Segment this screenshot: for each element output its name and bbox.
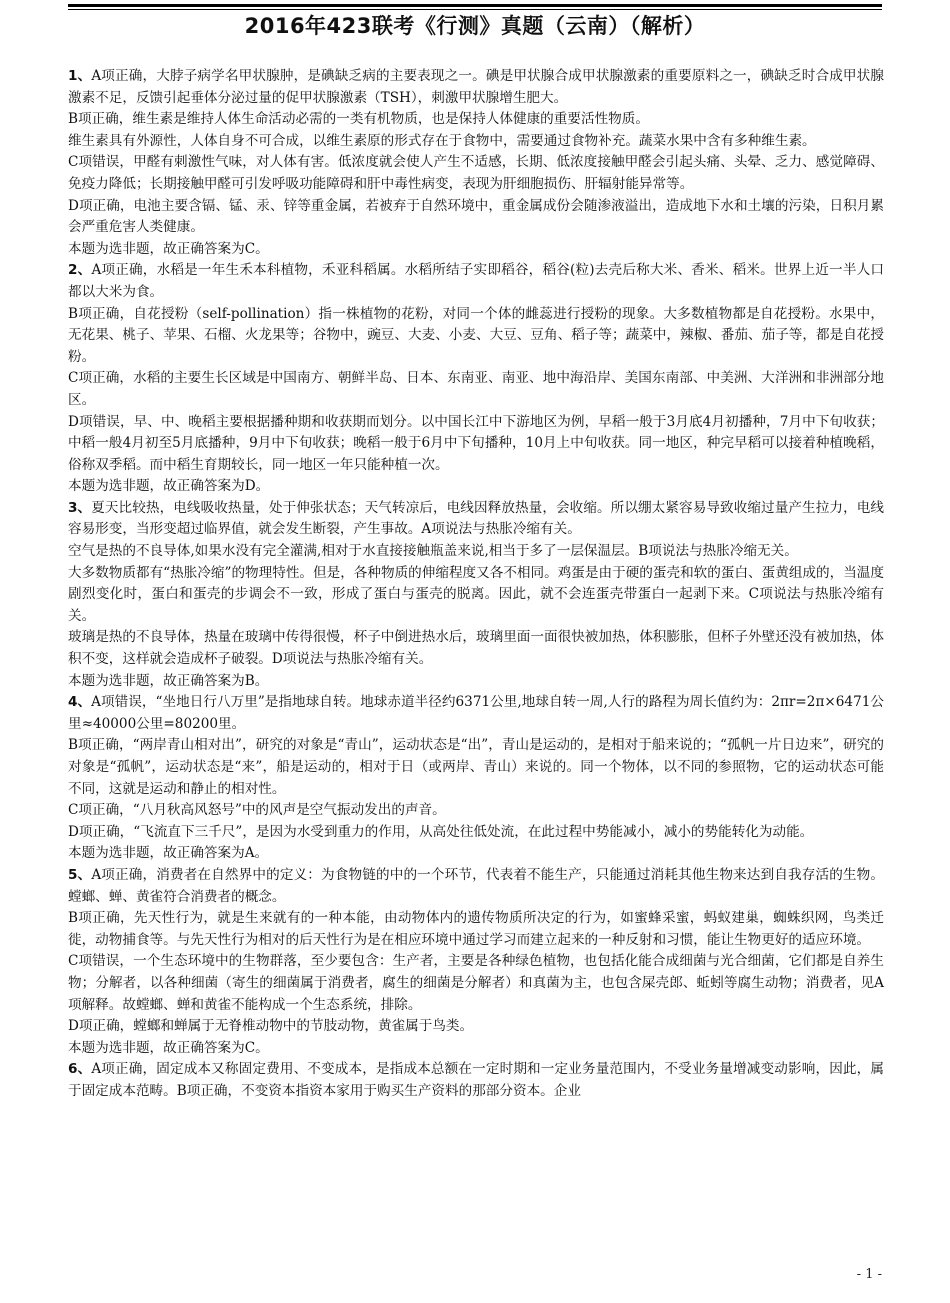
paragraph bbox=[68, 951, 884, 1016]
paragraph bbox=[68, 800, 884, 822]
question-number: 4、 bbox=[68, 694, 92, 711]
paragraph-text: B项正确，维生素是维持人体生命活动必需的一类有机物质，也是保持人体健康的重要活性物质。 bbox=[68, 111, 649, 128]
paragraph bbox=[68, 563, 884, 628]
document-body bbox=[68, 66, 884, 1103]
top-rule-thick bbox=[68, 4, 882, 7]
paragraph bbox=[68, 843, 884, 865]
paragraph bbox=[68, 239, 884, 261]
paragraph-text: A项正确，消费者在自然界中的定义：为食物链的中的一个环节，代表着不能生产，只能通过消耗其他生物来达到自我存活的生物。螳螂、蝉、黄雀符合消费者的概念。 bbox=[68, 866, 884, 905]
paragraph-text: D项正确，“飞流直下三千尺”，是因为水受到重力的作用，从高处往低处流，在此过程中势能减小，减小的势能转化为动能。 bbox=[68, 823, 814, 840]
question-number: 2、 bbox=[68, 262, 92, 279]
paragraph bbox=[68, 476, 884, 498]
paragraph bbox=[68, 304, 884, 369]
paragraph-text: B项正确，自花授粉（self-pollination）指一株植物的花粉，对同一个体的雌蕊进行授粉的现象。大多数植物都是自花授粉。水果中，无花果、桃子、苹果、石榴、火龙果等；谷物中，豌豆、大麦、小麦、大豆、豆角、稻子等；蔬菜中，辣椒、番茄、茄子等，都是自花授粉。 bbox=[68, 305, 884, 365]
paragraph-text: 本题为选非题，故正确答案为B。 bbox=[68, 672, 269, 689]
paragraph bbox=[68, 131, 884, 153]
paragraph bbox=[68, 368, 884, 411]
paragraph-text: A项正确，水稻是一年生禾本科植物，禾亚科稻属。水稻所结子实即稻谷，稻谷(粒)去壳后称大米、香米、稻米。世界上近一半人口都以大米为食。 bbox=[68, 262, 884, 300]
paragraph bbox=[68, 196, 884, 239]
paragraph bbox=[68, 260, 884, 303]
question-number: 5、 bbox=[68, 866, 92, 883]
page-number: - 1 - bbox=[856, 1267, 882, 1282]
paragraph-text: C项错误，一个生态环境中的生物群落，至少要包含：生产者，主要是各种绿色植物，也包括化能合成细菌与光合细菌，它们都是自养生物；分解者，以各种细菌（寄生的细菌属于消费者，腐生的细菌是分解者）和真菌为主，也包含屎壳郎、蚯蚓等腐生动物；消费者，见A项解释。故螳螂、蝉和黄雀不能构成一个生态系统，排除。 bbox=[68, 953, 884, 1013]
paragraph-text: B项正确，“两岸青山相对出”，研究的对象是“青山”，运动状态是“出”，青山是运动的，是相对于船来说的；“孤帆一片日边来”，研究的对象是“孤帆”，运动状态是“来”，船是运动的，相对于日（或两岸、青山）来说的。同一个物体，以不同的参照物，它的运动状态可能不同，这就是运动和静止的相对性。 bbox=[68, 737, 884, 797]
paragraph-text: 维生素具有外源性，人体自身不可合成，以维生素原的形式存在于食物中，需要通过食物补充。蔬菜水果中含有多种维生素。 bbox=[68, 132, 816, 149]
paragraph-text: D项正确，电池主要含镉、锰、汞、锌等重金属，若被弃于自然环境中，重金属成份会随渗液溢出，造成地下水和土壤的污染，日积月累会严重危害人类健康。 bbox=[68, 197, 884, 236]
paragraph-text: 夏天比较热，电线吸收热量，处于伸张状态；天气转凉后，电线因释放热量，会收缩。所以绷太紧容易导致收缩过量产生拉力，电线容易形变，当形变超过临界值，就会发生断裂，产生事故。A项说法与热胀冷缩有关。 bbox=[68, 499, 884, 538]
paragraph-text: C项错误，甲醛有刺激性气味，对人体有害。低浓度就会使人产生不适感，长期、低浓度接触甲醛会引起头痛、头晕、乏力、感觉障碍、免疫力降低；长期接触甲醛可引发呼吸功能障碍和肝中毒性病变，表现为肝细胞损伤、肝辐射能异常等。 bbox=[68, 154, 884, 192]
paragraph bbox=[68, 692, 884, 735]
paragraph bbox=[68, 627, 884, 670]
paragraph-text: 本题为选非题，故正确答案为C。 bbox=[68, 1039, 269, 1056]
paragraph bbox=[68, 1016, 884, 1038]
paragraph-text: 本题为选非题，故正确答案为D。 bbox=[68, 478, 270, 495]
paragraph-text: 空气是热的不良导体,如果水没有完全灌满,相对于水直接接触瓶盖来说,相当于多了一层保温层。B项说法与热胀冷缩无关。 bbox=[68, 543, 798, 560]
paragraph-text: D项正确，螳螂和蝉属于无脊椎动物中的节肢动物，黄雀属于鸟类。 bbox=[68, 1018, 474, 1035]
paragraph bbox=[68, 66, 884, 109]
paragraph bbox=[68, 498, 884, 541]
paragraph bbox=[68, 152, 884, 195]
paragraph-text: 玻璃是热的不良导体，热量在玻璃中传得很慢，杯子中倒进热水后，玻璃里面一面很快被加热，体积膨胀，但杯子外壁还没有被加热，体积不变，这样就会造成杯子破裂。D项说法与热胀冷缩有关。 bbox=[68, 629, 884, 668]
top-rule-thin bbox=[68, 9, 882, 10]
paragraph-text: 本题为选非题，故正确答案为A。 bbox=[68, 845, 269, 862]
paragraph-text: D项错误，早、中、晚稻主要根据播种期和收获期而划分。以中国长江中下游地区为例，早稻一般于3月底4月初播种，7月中下旬收获；中稻一般4月初至5月底播种，9月中下旬收获；晚稻一般于6月中下旬播种，10月上中旬收获。同一地区，种完早稻可以接着种植晚稻，俗称双季稻。而中稻生育期较长，同一地区一年只能种植一次。 bbox=[68, 413, 884, 473]
paragraph-text: A项正确，固定成本又称固定费用、不变成本，是指成本总额在一定时期和一定业务量范围内，不受业务量增减变动影响，因此，属于固定成本范畴。B项正确，不变资本指资本家用于购买生产资料的那部分资本。企业 bbox=[68, 1061, 884, 1099]
question-number: 6、 bbox=[68, 1061, 92, 1078]
paragraph bbox=[68, 908, 884, 951]
paragraph bbox=[68, 822, 884, 844]
paragraph-text: 大多数物质都有“热胀冷缩”的物理特性。但是，各种物质的伸缩程度又各不相同。鸡蛋是由于硬的蛋壳和软的蛋白、蛋黄组成的，当温度剧烈变化时，蛋白和蛋壳的步调会不一致，形成了蛋白与蛋壳的脱离。因此，就不会连蛋壳带蛋白一起剥下来。C项说法与热胀冷缩有关。 bbox=[68, 564, 884, 624]
paragraph bbox=[68, 671, 884, 693]
paragraph-text: 本题为选非题，故正确答案为C。 bbox=[68, 240, 269, 257]
paragraph bbox=[68, 1038, 884, 1060]
paragraph bbox=[68, 865, 884, 908]
paragraph-text: A项错误，“坐地日行八万里”是指地球自转。地球赤道半径约6371公里,地球自转一周,人行的路程为周长值约为：2πr=2π×6471公里≈40000公里=80200里。 bbox=[68, 694, 884, 732]
paragraph bbox=[68, 735, 884, 800]
paragraph-text: C项正确，水稻的主要生长区域是中国南方、朝鲜半岛、日本、东南亚、南亚、地中海沿岸、美国东南部、中美洲、大洋洲和非洲部分地区。 bbox=[68, 370, 884, 408]
question-number: 1、 bbox=[68, 68, 92, 84]
paragraph bbox=[68, 1059, 884, 1102]
page-title: 2016年423联考《行测》真题（云南）（解析） bbox=[244, 14, 706, 38]
paragraph-text: C项正确，“八月秋高风怒号”中的风声是空气振动发出的声音。 bbox=[68, 802, 446, 819]
paragraph bbox=[68, 412, 884, 477]
paragraph bbox=[68, 541, 884, 563]
question-number: 3、 bbox=[68, 499, 92, 516]
paragraph-text: A项正确，大脖子病学名甲状腺肿，是碘缺乏病的主要表现之一。碘是甲状腺合成甲状腺激素的重要原料之一，碘缺乏时合成甲状腺激素不足，反馈引起垂体分泌过量的促甲状腺激素（TSH），刺激甲状腺增生肥大。 bbox=[68, 68, 884, 106]
paragraph bbox=[68, 109, 884, 131]
paragraph-text: B项正确，先天性行为，就是生来就有的一种本能，由动物体内的遗传物质所决定的行为，如蜜蜂采蜜，蚂蚁建巢，蜘蛛织网，鸟类迁徙，动物捕食等。与先天性行为相对的后天性行为是在相应环境中通过学习而建立起来的一种反射和习惯，能让生物更好的适应环境。 bbox=[68, 910, 884, 948]
